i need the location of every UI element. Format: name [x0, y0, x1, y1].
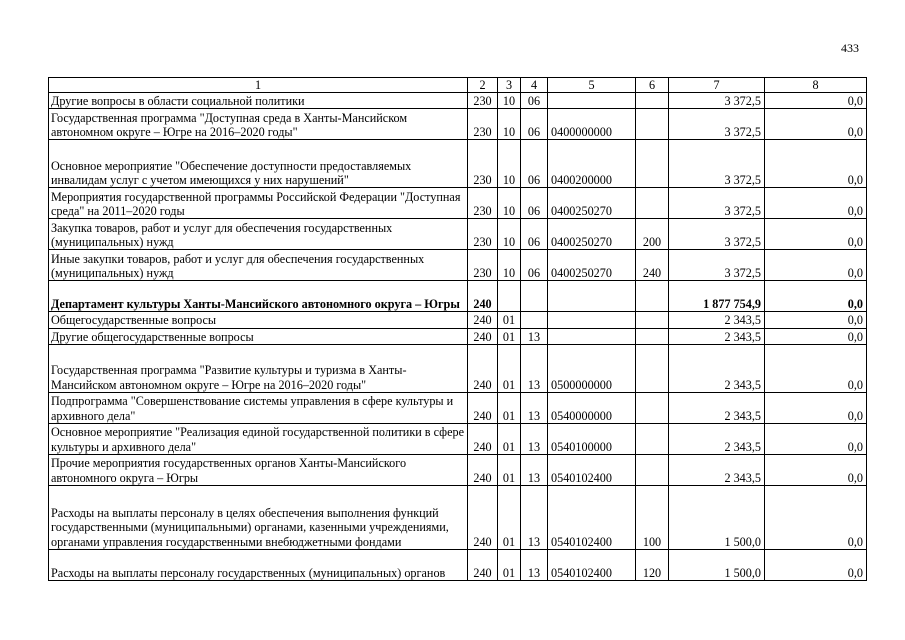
code-admin-cell: 240: [468, 549, 498, 580]
item-name-cell: Государственная программа "Доступная среда в Ханты-Мансийском автономном округе – Югре на 2016–2020 годы": [49, 109, 468, 140]
table-row: [49, 454, 867, 485]
header-cell: 3: [498, 78, 521, 93]
code-admin-cell: 230: [468, 140, 498, 188]
item-name-cell: Прочие мероприятия государственных органов Ханты-Мансийского автономного округа – Югры: [49, 454, 468, 485]
code-section-cell: 01: [498, 312, 521, 328]
code-section-cell: 01: [498, 392, 521, 423]
code-target-cell: 0540000000: [548, 392, 636, 423]
code-subsection-cell: 06: [521, 109, 548, 140]
code-section-cell: 10: [498, 109, 521, 140]
amount-change-cell: 0,0: [765, 344, 867, 392]
code-section-cell: 01: [498, 344, 521, 392]
code-subsection-cell: 13: [521, 454, 548, 485]
table-row: [49, 549, 867, 580]
amount-2019-cell: 3 372,5: [669, 93, 765, 109]
amount-change-cell: 0,0: [765, 549, 867, 580]
code-admin-cell: 240: [468, 454, 498, 485]
code-target-cell: 0400250270: [548, 219, 636, 250]
code-subsection-cell: [521, 281, 548, 312]
code-section-cell: 01: [498, 454, 521, 485]
code-section-cell: [498, 281, 521, 312]
code-expense-type-cell: 240: [636, 250, 669, 281]
table-row: [49, 250, 867, 281]
amount-2019-cell: 3 372,5: [669, 140, 765, 188]
code-section-cell: 10: [498, 250, 521, 281]
table-row: [49, 93, 867, 109]
item-name-cell: Основное мероприятие "Обеспечение доступности предоставляемых инвалидам услуг с учетом имеющихся у них нарушений": [49, 140, 468, 188]
header-cell: 8: [765, 78, 867, 93]
item-name-cell: Мероприятия государственной программы Российской Федерации "Доступная среда" на 2011–2020 годы: [49, 188, 468, 219]
code-expense-type-cell: [636, 281, 669, 312]
code-subsection-cell: 06: [521, 250, 548, 281]
code-expense-type-cell: [636, 140, 669, 188]
code-expense-type-cell: [636, 188, 669, 219]
item-name-cell: Иные закупки товаров, работ и услуг для обеспечения государственных (муниципальных) нужд: [49, 250, 468, 281]
code-expense-type-cell: [636, 93, 669, 109]
item-name-cell: Государственная программа "Развитие культуры и туризма в Ханты-Мансийском автономном округе – Югре на 2016–2020 годы": [49, 344, 468, 392]
amount-change-cell: 0,0: [765, 485, 867, 549]
amount-change-cell: 0,0: [765, 93, 867, 109]
page-number: 433: [841, 41, 859, 55]
table-row: [49, 188, 867, 219]
amount-2019-cell: 3 372,5: [669, 109, 765, 140]
code-admin-cell: 240: [468, 392, 498, 423]
code-expense-type-cell: [636, 344, 669, 392]
table-row: [49, 219, 867, 250]
amount-2019-cell: 1 500,0: [669, 485, 765, 549]
code-subsection-cell: 13: [521, 328, 548, 344]
header-cell: 7: [669, 78, 765, 93]
code-expense-type-cell: [636, 392, 669, 423]
code-admin-cell: 240: [468, 328, 498, 344]
code-subsection-cell: 13: [521, 392, 548, 423]
header-row: [49, 78, 867, 93]
table-row: [49, 392, 867, 423]
amount-change-cell: 0,0: [765, 219, 867, 250]
code-expense-type-cell: 200: [636, 219, 669, 250]
code-admin-cell: 230: [468, 93, 498, 109]
code-admin-cell: 230: [468, 188, 498, 219]
code-admin-cell: 240: [468, 312, 498, 328]
amount-change-cell: 0,0: [765, 423, 867, 454]
code-section-cell: 01: [498, 423, 521, 454]
code-section-cell: 10: [498, 140, 521, 188]
code-subsection-cell: 06: [521, 188, 548, 219]
table-row: [49, 328, 867, 344]
code-expense-type-cell: [636, 454, 669, 485]
amount-2019-cell: 2 343,5: [669, 328, 765, 344]
item-name-cell: Другие общегосударственные вопросы: [49, 328, 468, 344]
code-admin-cell: 230: [468, 250, 498, 281]
amount-change-cell: 0,0: [765, 328, 867, 344]
amount-2019-cell: 3 372,5: [669, 219, 765, 250]
amount-2019-cell: 2 343,5: [669, 454, 765, 485]
item-name-cell: Департамент культуры Ханты-Мансийского автономного округа – Югры: [49, 281, 468, 312]
code-expense-type-cell: [636, 328, 669, 344]
code-expense-type-cell: 100: [636, 485, 669, 549]
code-expense-type-cell: [636, 312, 669, 328]
code-admin-cell: 240: [468, 281, 498, 312]
header-cell: 2: [468, 78, 498, 93]
code-expense-type-cell: [636, 423, 669, 454]
code-target-cell: 0400000000: [548, 109, 636, 140]
code-subsection-cell: 13: [521, 549, 548, 580]
code-target-cell: 0500000000: [548, 344, 636, 392]
code-target-cell: [548, 328, 636, 344]
table-row: [49, 485, 867, 549]
amount-2019-cell: 2 343,5: [669, 312, 765, 328]
table-row: [49, 281, 867, 312]
code-section-cell: 01: [498, 485, 521, 549]
amount-change-cell: 0,0: [765, 312, 867, 328]
code-target-cell: [548, 312, 636, 328]
code-subsection-cell: 13: [521, 485, 548, 549]
amount-2019-cell: 3 372,5: [669, 188, 765, 219]
code-expense-type-cell: 120: [636, 549, 669, 580]
item-name-cell: Подпрограмма "Совершенствование системы управления в сфере культуры и архивного дела": [49, 392, 468, 423]
amount-2019-cell: 1 500,0: [669, 549, 765, 580]
table-row: [49, 140, 867, 188]
item-name-cell: Другие вопросы в области социальной политики: [49, 93, 468, 109]
item-name-cell: Основное мероприятие "Реализация единой государственной политики в сфере культуры и архивного дела": [49, 423, 468, 454]
code-target-cell: 0540100000: [548, 423, 636, 454]
amount-2019-cell: 2 343,5: [669, 392, 765, 423]
table-row: [49, 109, 867, 140]
table-body: [49, 78, 867, 581]
header-cell: 1: [49, 78, 468, 93]
item-name-cell: Расходы на выплаты персоналу в целях обеспечения выполнения функций государственными (муниципальными) органами, казенными учреждениями, органами управления государственными внебюджетными фондами: [49, 485, 468, 549]
header-cell: 4: [521, 78, 548, 93]
code-section-cell: 10: [498, 93, 521, 109]
amount-change-cell: 0,0: [765, 392, 867, 423]
amount-change-cell: 0,0: [765, 188, 867, 219]
item-name-cell: Расходы на выплаты персоналу государственных (муниципальных) органов: [49, 549, 468, 580]
amount-change-cell: 0,0: [765, 140, 867, 188]
code-target-cell: 0540102400: [548, 485, 636, 549]
code-target-cell: 0400250270: [548, 188, 636, 219]
code-expense-type-cell: [636, 109, 669, 140]
code-target-cell: 0400250270: [548, 250, 636, 281]
amount-2019-cell: 3 372,5: [669, 250, 765, 281]
code-section-cell: 01: [498, 549, 521, 580]
amount-change-cell: 0,0: [765, 454, 867, 485]
code-section-cell: 10: [498, 219, 521, 250]
amount-2019-cell: 2 343,5: [669, 344, 765, 392]
amount-2019-cell: 1 877 754,9: [669, 281, 765, 312]
code-admin-cell: 240: [468, 344, 498, 392]
code-target-cell: 0540102400: [548, 549, 636, 580]
code-subsection-cell: 06: [521, 219, 548, 250]
code-subsection-cell: [521, 312, 548, 328]
amount-change-cell: 0,0: [765, 250, 867, 281]
code-subsection-cell: 13: [521, 423, 548, 454]
amount-change-cell: 0,0: [765, 281, 867, 312]
code-admin-cell: 240: [468, 423, 498, 454]
code-target-cell: 0540102400: [548, 454, 636, 485]
code-section-cell: 01: [498, 328, 521, 344]
item-name-cell: Закупка товаров, работ и услуг для обеспечения государственных (муниципальных) нужд: [49, 219, 468, 250]
table-row: [49, 344, 867, 392]
code-subsection-cell: 13: [521, 344, 548, 392]
header-cell: 6: [636, 78, 669, 93]
table-row: [49, 312, 867, 328]
table-row: [49, 423, 867, 454]
code-subsection-cell: 06: [521, 140, 548, 188]
code-admin-cell: 230: [468, 109, 498, 140]
amount-change-cell: 0,0: [765, 109, 867, 140]
code-admin-cell: 240: [468, 485, 498, 549]
code-admin-cell: 230: [468, 219, 498, 250]
code-subsection-cell: 06: [521, 93, 548, 109]
code-target-cell: [548, 93, 636, 109]
code-section-cell: 10: [498, 188, 521, 219]
code-target-cell: 0400200000: [548, 140, 636, 188]
amount-2019-cell: 2 343,5: [669, 423, 765, 454]
header-cell: 5: [548, 78, 636, 93]
item-name-cell: Общегосударственные вопросы: [49, 312, 468, 328]
budget-table: [48, 77, 867, 581]
code-target-cell: [548, 281, 636, 312]
